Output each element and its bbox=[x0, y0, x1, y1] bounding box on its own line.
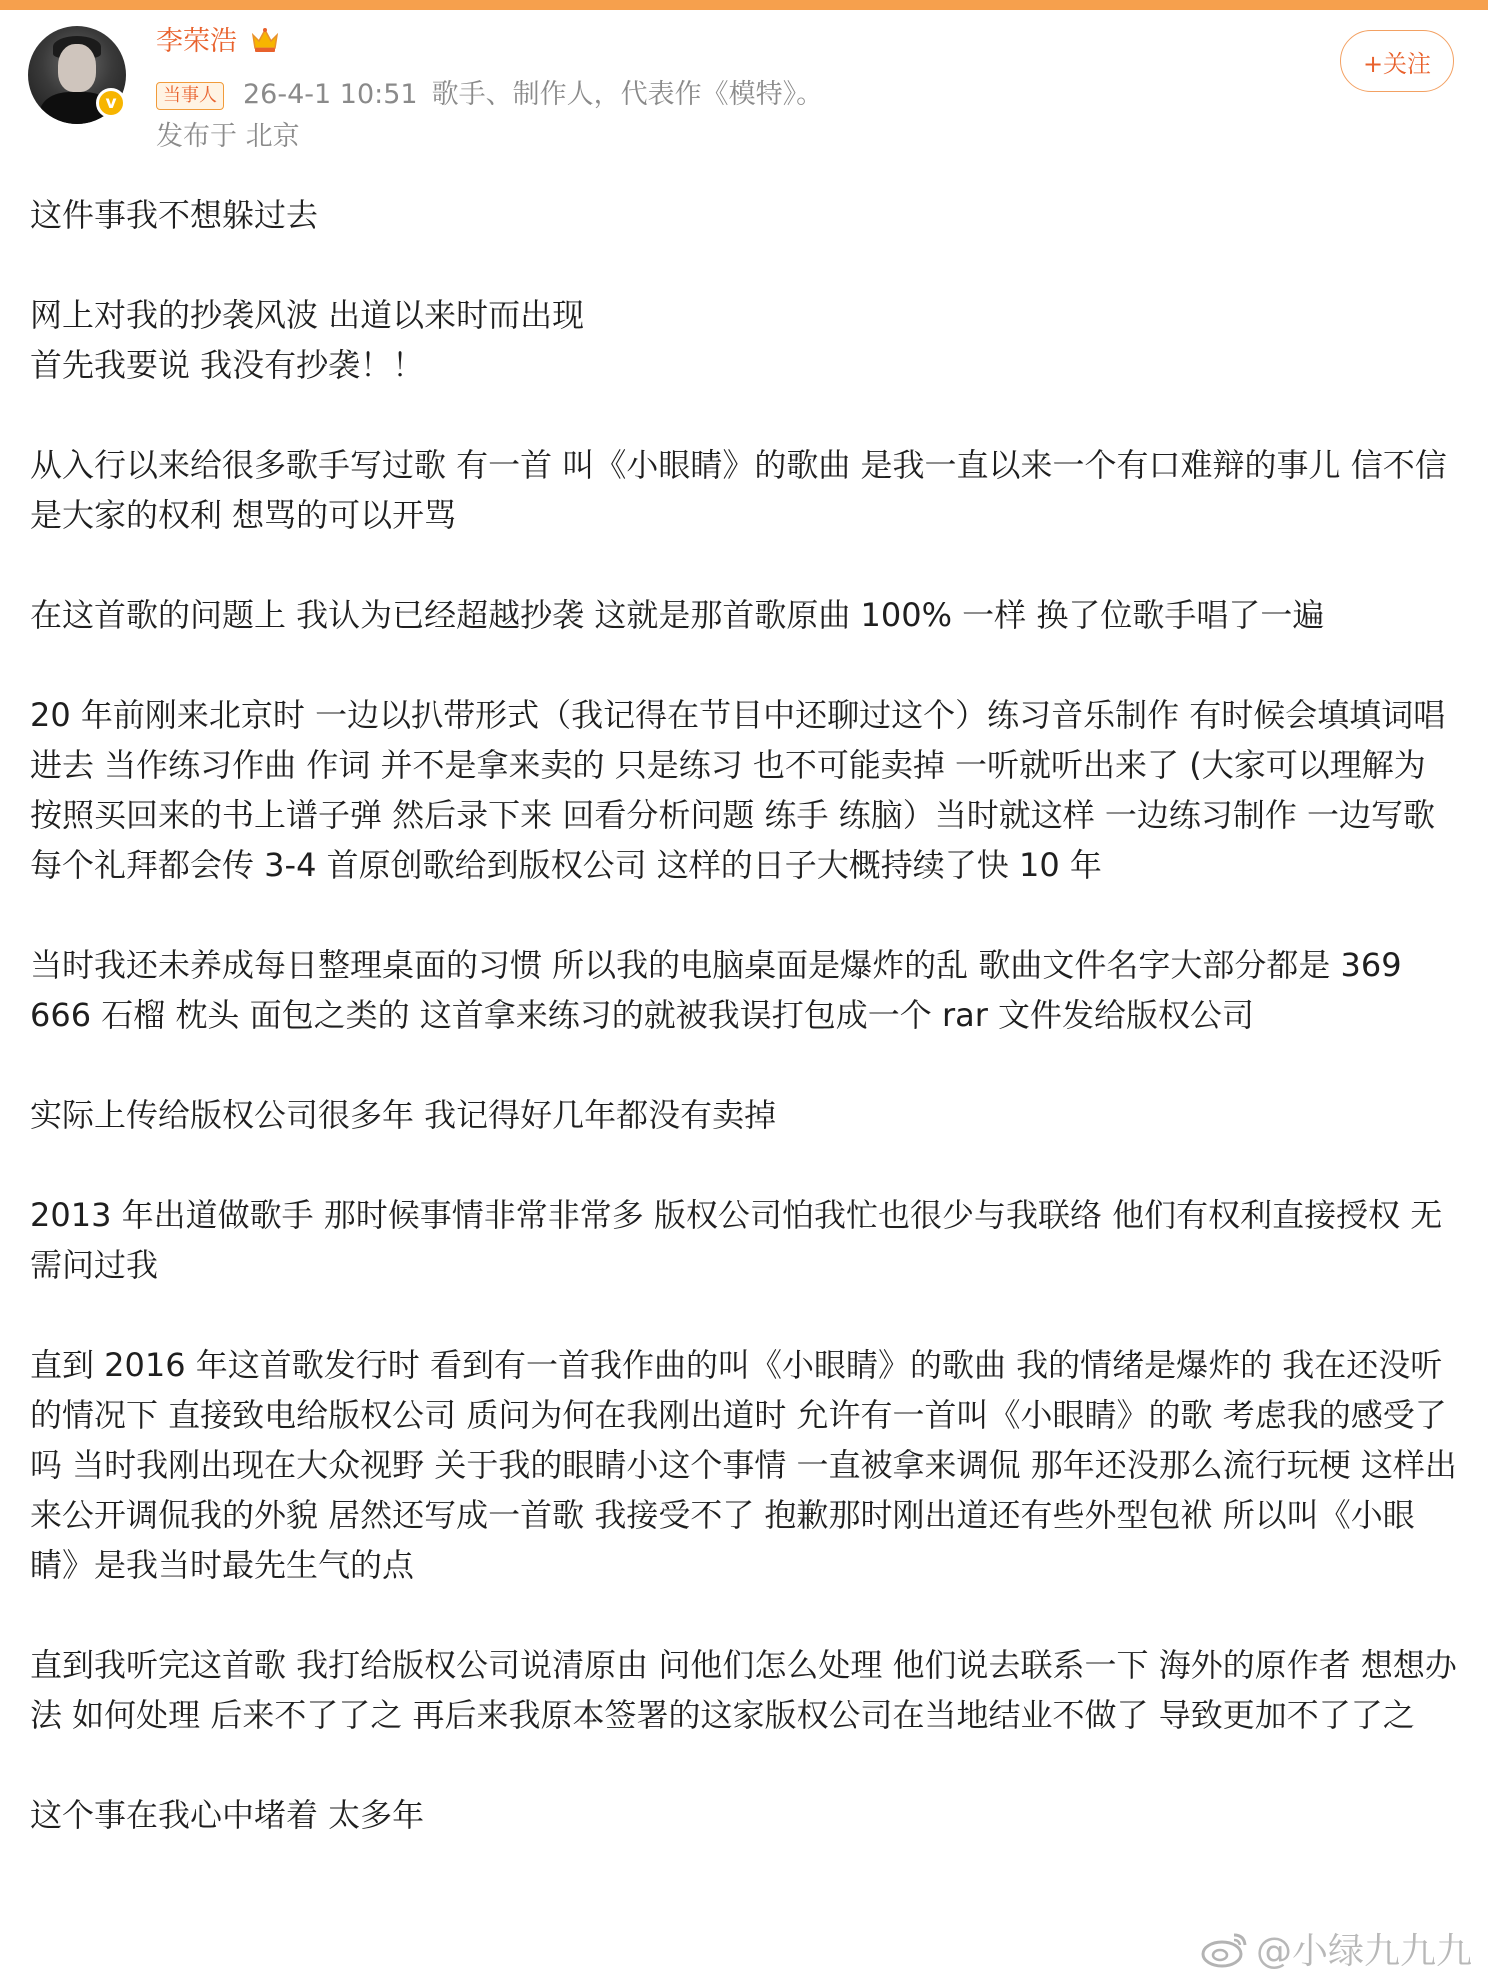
paragraph: 网上对我的抄袭风波 出道以来时而出现 首先我要说 我没有抄袭！！ bbox=[30, 296, 585, 384]
username[interactable]: 李荣浩 bbox=[156, 26, 237, 57]
paragraph: 实际上传给版权公司很多年 我记得好几年都没有卖掉 bbox=[30, 1096, 777, 1134]
post-content bbox=[30, 190, 1460, 1840]
paragraph: 这件事我不想躲过去 bbox=[30, 196, 319, 234]
avatar-face bbox=[58, 44, 96, 92]
crown-icon bbox=[250, 26, 280, 54]
post-meta bbox=[243, 76, 823, 114]
paragraph: 直到我听完这首歌 我打给版权公司说清原由 问他们怎么处理 他们说去联系一下 海外的原作者 想想办法 如何处理 后来不了了之 再后来我原本签署的这家版权公司在当地结业不做了 导致更加不了了之 bbox=[30, 1646, 1457, 1734]
party-badge: 当事人 bbox=[156, 82, 224, 110]
verified-icon: v bbox=[96, 88, 126, 118]
paragraph: 2013 年出道做歌手 那时候事情非常非常多 版权公司怕我忙也很少与我联络 他们有权利直接授权 无需问过我 bbox=[30, 1196, 1443, 1284]
author-description: 歌手、制作人，代表作《模特》。 bbox=[431, 79, 824, 110]
watermark-text: @小绿九九九 bbox=[1255, 1931, 1472, 1972]
post-timestamp: 26-4-1 10:51 bbox=[243, 79, 418, 110]
paragraph: 当时我还未养成每日整理桌面的习惯 所以我的电脑桌面是爆炸的乱 歌曲文件名字大部分都是 369 666 石榴 枕头 面包之类的 这首拿来练习的就被我误打包成一个 rar 文件发给版权公司 bbox=[30, 946, 1402, 1034]
paragraph: 在这首歌的问题上 我认为已经超越抄袭 这就是那首歌原曲 100% 一样 换了位歌手唱了一遍 bbox=[30, 596, 1325, 634]
paragraph: 从入行以来给很多歌手写过歌 有一首 叫《小眼睛》的歌曲 是我一直以来一个有口难辩的事儿 信不信是大家的权利 想骂的可以开骂 bbox=[30, 446, 1447, 534]
top-accent-bar bbox=[0, 0, 1488, 10]
paragraph: 直到 2016 年这首歌发行时 看到有一首我作曲的叫《小眼睛》的歌曲 我的情绪是爆炸的 我在还没听的情况下 直接致电给版权公司 质问为何在我刚出道时 允许有一首叫《小眼睛》的歌 考虑我的感受了吗 当时我刚出现在大众视野 关于我的眼睛小这个事情 一直被拿来调侃 那年还没那么流行玩梗 这样出来公开调侃我的外貌 居然还写成一首歌 我接受不了 抱歉那时刚出道还有些外型包袱 所以叫《小眼睛》是我当时最先生气的点 bbox=[30, 1346, 1457, 1584]
paragraph: 20 年前刚来北京时 一边以扒带形式（我记得在节目中还聊过这个）练习音乐制作 有时候会填填词唱进去 当作练习作曲 作词 并不是拿来卖的 只是练习 也不可能卖掉 一听就听出来了 (大家可以理解为 按照买回来的书上谱子弹 然后录下来 回看分析问题 练手 练脑）当时就这样 一边练习制作 一边写歌 每个礼拜都会传 3-4 首原创歌给到版权公司 这样的日子大概持续了快 10 年 bbox=[30, 696, 1446, 884]
paragraph: 这个事在我心中堵着 太多年 bbox=[30, 1796, 425, 1834]
follow-button[interactable]: +关注 bbox=[1340, 30, 1454, 92]
post-location: 发布于 北京 bbox=[156, 121, 300, 152]
weibo-logo-icon bbox=[1200, 1929, 1250, 1969]
post-card bbox=[0, 10, 1488, 1982]
watermark bbox=[1200, 1923, 1472, 1974]
